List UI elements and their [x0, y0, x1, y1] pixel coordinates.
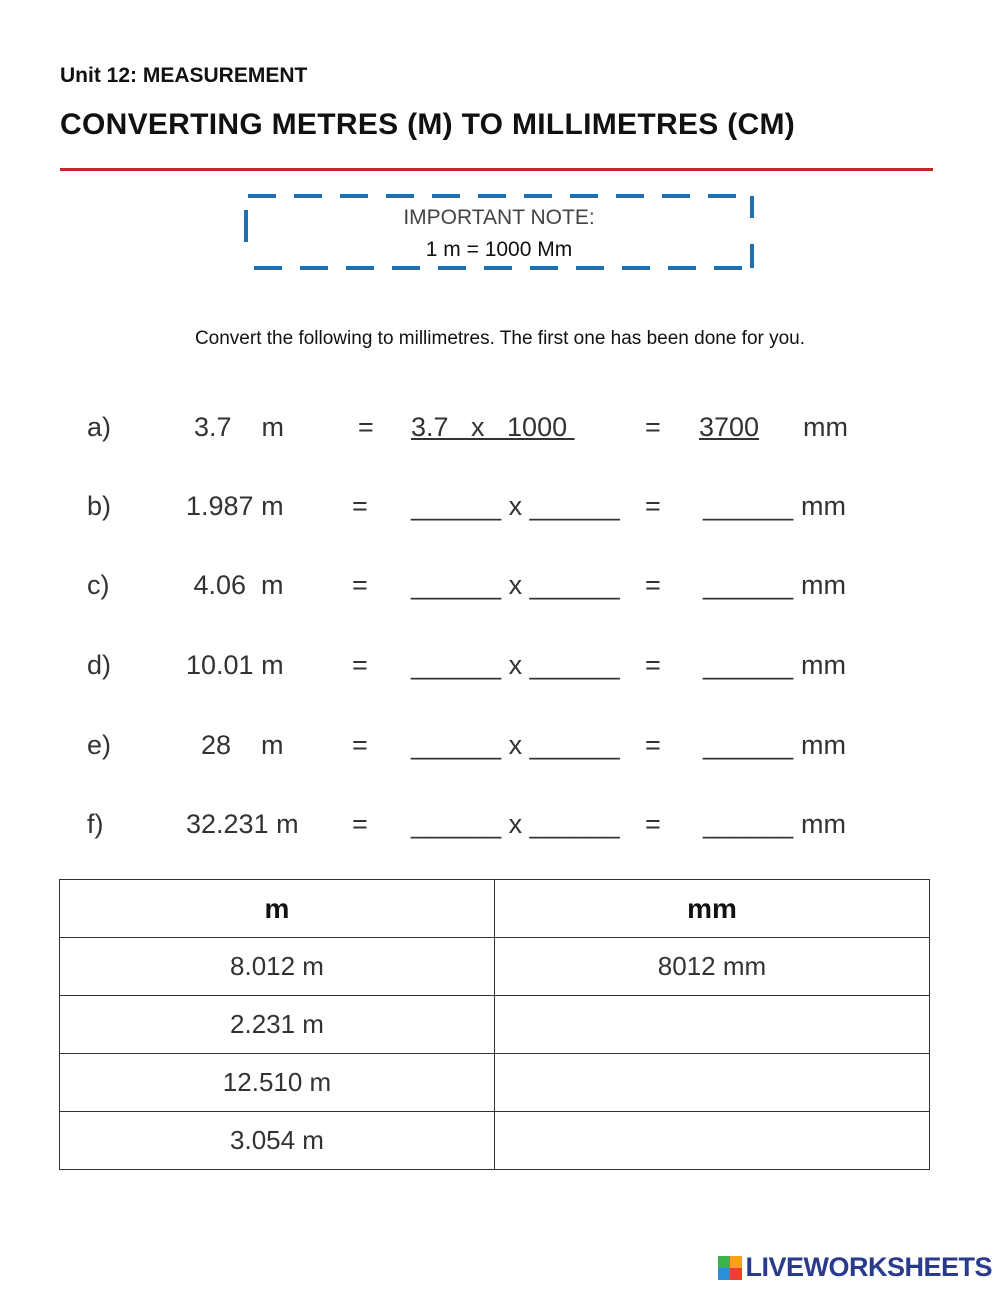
- result-blank[interactable]: ______: [703, 650, 794, 680]
- exercise-value: 28 m: [186, 730, 284, 760]
- brand-watermark: [718, 1252, 992, 1283]
- equals-sign: =: [645, 412, 661, 442]
- unit-label: mm: [801, 650, 846, 680]
- important-note-box: [244, 194, 754, 270]
- exercise-row-a: [0, 412, 1000, 452]
- table-row: [60, 938, 930, 996]
- calculation: 3.7 x 1000: [411, 412, 575, 442]
- brand-name: LIVEWORKSHEETS: [745, 1252, 992, 1282]
- equals-sign: =: [645, 491, 661, 521]
- conversion-table: [59, 879, 930, 1170]
- exercise-value: 1.987 m: [186, 491, 284, 521]
- table-cell-mm-answer[interactable]: [495, 1054, 930, 1112]
- result-blank[interactable]: ______: [703, 570, 794, 600]
- exercise-label: f): [87, 809, 104, 839]
- unit-label: mm: [801, 730, 846, 760]
- exercise-row-d: [0, 650, 1000, 690]
- calculation-blank[interactable]: ______ x ______: [411, 650, 620, 680]
- equals-sign: =: [352, 650, 368, 680]
- table-row: [60, 996, 930, 1054]
- exercise-label: a): [87, 412, 112, 442]
- exercise-row-e: [0, 730, 1000, 770]
- equals-sign: =: [645, 650, 661, 680]
- unit-heading: Unit 12: MEASUREMENT: [60, 64, 308, 87]
- table-header-row: [60, 880, 930, 938]
- calculation-blank[interactable]: ______ x ______: [411, 570, 620, 600]
- equals-sign: =: [352, 491, 368, 521]
- exercise-value: 32.231 m: [186, 809, 299, 839]
- equals-sign: =: [358, 412, 374, 442]
- exercise-value: 4.06 m: [186, 570, 284, 600]
- table-row: [60, 1112, 930, 1170]
- title-divider: [60, 168, 933, 171]
- equals-sign: =: [352, 809, 368, 839]
- equals-sign: =: [645, 570, 661, 600]
- calculation-blank[interactable]: ______ x ______: [411, 730, 620, 760]
- liveworksheets-logo-icon: [718, 1256, 742, 1280]
- equals-sign: =: [352, 570, 368, 600]
- unit-label: mm: [801, 809, 846, 839]
- instruction-text: Convert the following to millimetres. The first one has been done for you.: [194, 328, 806, 349]
- table-cell-m: 3.054 m: [60, 1112, 495, 1170]
- exercise-row-b: [0, 491, 1000, 531]
- exercise-label: b): [87, 491, 112, 521]
- table-cell-mm-answer[interactable]: [495, 996, 930, 1054]
- table-cell-m: 2.231 m: [60, 996, 495, 1054]
- note-equation: 1 m = 1000 Mm: [425, 238, 573, 261]
- result: 3700: [699, 412, 760, 442]
- unit-label: mm: [801, 570, 846, 600]
- calculation-blank[interactable]: ______ x ______: [411, 491, 620, 521]
- result-blank[interactable]: ______: [703, 491, 794, 521]
- table-cell-mm-answer[interactable]: [495, 1112, 930, 1170]
- calculation-blank[interactable]: ______ x ______: [411, 809, 620, 839]
- result-blank[interactable]: ______: [703, 809, 794, 839]
- exercise-label: c): [87, 570, 110, 600]
- column-header-mm: mm: [495, 880, 930, 938]
- page-title: CONVERTING METRES (M) TO MILLIMETRES (CM): [60, 108, 796, 141]
- unit-label: mm: [801, 491, 846, 521]
- exercise-label: e): [87, 730, 112, 760]
- exercise-row-f: [0, 809, 1000, 849]
- exercise-value: 10.01 m: [186, 650, 284, 680]
- note-heading: IMPORTANT NOTE:: [403, 206, 595, 229]
- table-cell-mm: 8012 mm: [495, 938, 930, 996]
- equals-sign: =: [352, 730, 368, 760]
- equals-sign: =: [645, 730, 661, 760]
- table-cell-m: 8.012 m: [60, 938, 495, 996]
- exercise-label: d): [87, 650, 112, 680]
- unit-label: mm: [803, 412, 848, 442]
- table-row: [60, 1054, 930, 1112]
- column-header-m: m: [60, 880, 495, 938]
- equals-sign: =: [645, 809, 661, 839]
- table-cell-m: 12.510 m: [60, 1054, 495, 1112]
- exercise-row-c: [0, 570, 1000, 610]
- result-blank[interactable]: ______: [703, 730, 794, 760]
- exercise-value: 3.7 m: [194, 412, 285, 442]
